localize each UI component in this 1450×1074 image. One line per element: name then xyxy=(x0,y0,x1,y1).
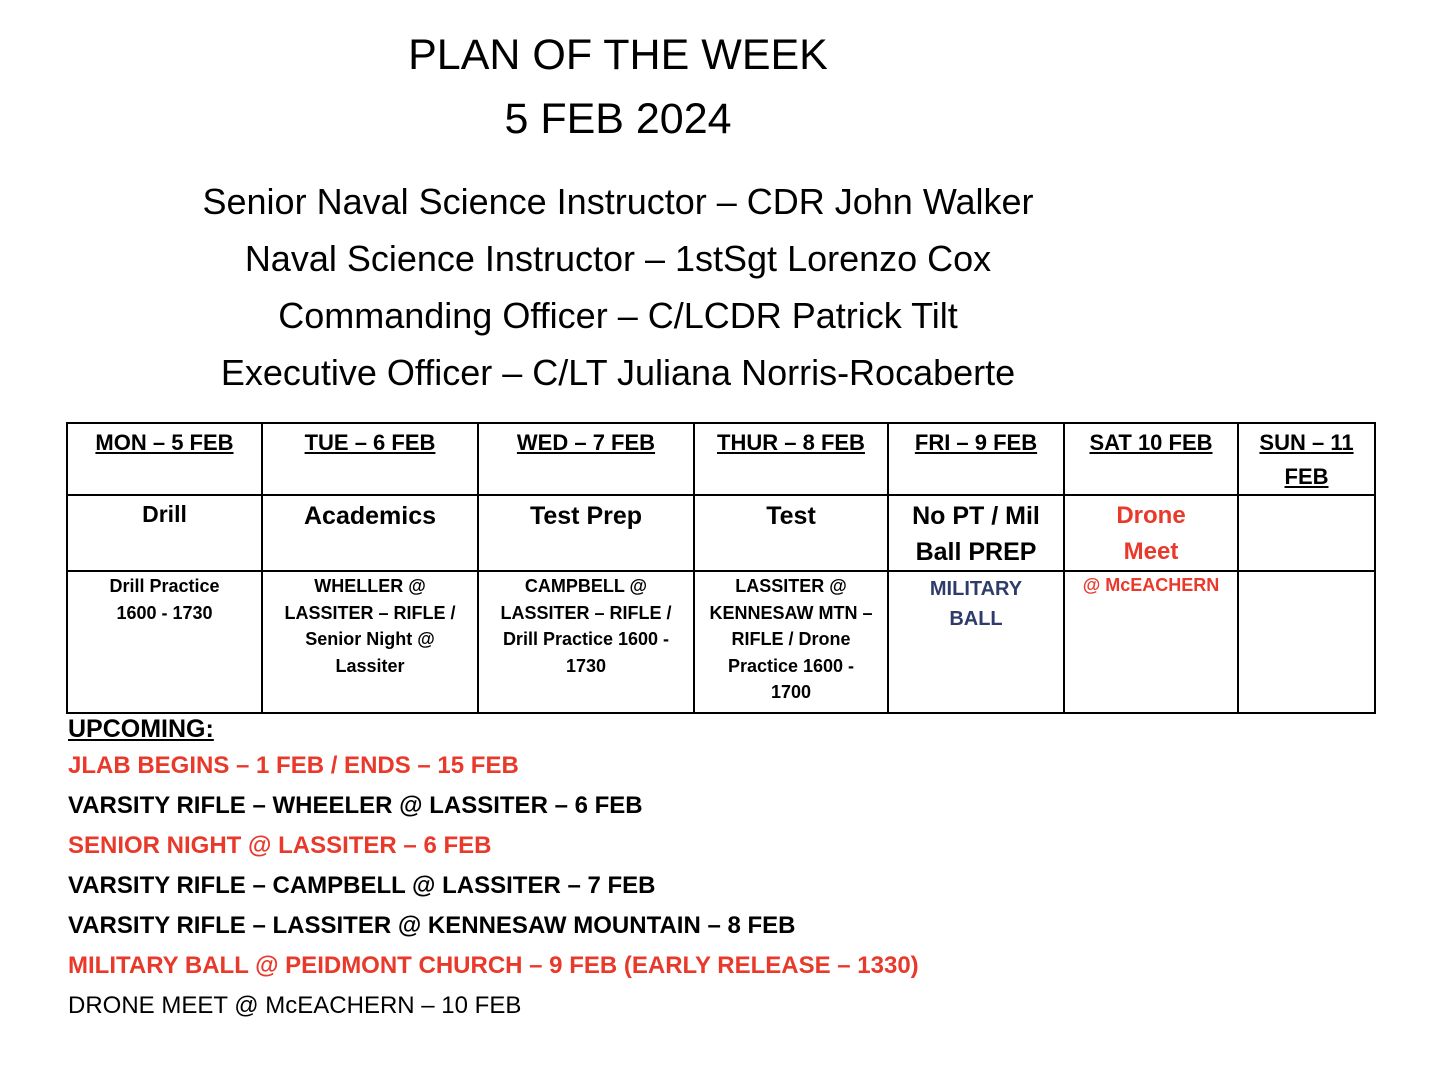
staff-line-snsi: Senior Naval Science Instructor – CDR John Walker xyxy=(202,181,1034,222)
activity-fri: No PT / Mil Ball PREP xyxy=(888,495,1064,571)
upcoming-item-rifle-campbell: VARSITY RIFLE – CAMPBELL @ LASSITER – 7 FEB xyxy=(68,872,656,899)
staff-line-nsi: Naval Science Instructor – 1stSgt Lorenzo Cox xyxy=(244,238,992,279)
activity-tue: Academics xyxy=(262,495,478,571)
detail-mon: Drill Practice 1600 - 1730 xyxy=(67,571,262,713)
detail-thu: LASSITER @ KENNESAW MTN – RIFLE / Drone Practice 1600 - 1700 xyxy=(694,571,888,713)
detail-wed: CAMPBELL @ LASSITER – RIFLE / Drill Practice 1600 - 1730 xyxy=(478,571,694,713)
activity-row xyxy=(67,495,1375,571)
upcoming-item-senior-night: SENIOR NIGHT @ LASSITER – 6 FEB xyxy=(68,832,492,859)
activity-mon: Drill xyxy=(67,495,262,571)
activity-thu: Test xyxy=(694,495,888,571)
day-header-sun: SUN – 11 FEB xyxy=(1238,423,1375,495)
page-date: 5 FEB 2024 xyxy=(504,95,732,143)
upcoming-item-jlab: JLAB BEGINS – 1 FEB / ENDS – 15 FEB xyxy=(68,752,519,779)
upcoming-item-rifle-kennesaw: VARSITY RIFLE – LASSITER @ KENNESAW MOUNTAIN – 8 FEB xyxy=(68,912,796,939)
day-header-sat: SAT 10 FEB xyxy=(1064,423,1238,495)
detail-tue: WHELLER @ LASSITER – RIFLE / Senior Night @ Lassiter xyxy=(262,571,478,713)
staff-line-xo: Executive Officer – C/LT Juliana Norris-Rocaberte xyxy=(220,352,1016,393)
day-header-fri: FRI – 9 FEB xyxy=(888,423,1064,495)
day-header-wed: WED – 7 FEB xyxy=(478,423,694,495)
upcoming-heading: UPCOMING: xyxy=(68,715,214,743)
day-header-row xyxy=(67,423,1375,495)
weekly-schedule-table xyxy=(66,422,1376,714)
detail-sat: @ McEACHERN xyxy=(1064,571,1238,713)
detail-row xyxy=(67,571,1375,713)
activity-sun xyxy=(1238,495,1375,571)
detail-fri: MILITARY BALL xyxy=(888,571,1064,713)
page-title: PLAN OF THE WEEK xyxy=(408,31,828,79)
upcoming-item-drone-meet: DRONE MEET @ McEACHERN – 10 FEB xyxy=(68,992,522,1019)
upcoming-section xyxy=(68,712,919,1026)
staff-line-co: Commanding Officer – C/LCDR Patrick Tilt xyxy=(278,295,958,336)
day-header-thu: THUR – 8 FEB xyxy=(694,423,888,495)
upcoming-item-military-ball: MILITARY BALL @ PEIDMONT CHURCH – 9 FEB (EARLY RELEASE – 1330) xyxy=(68,952,919,979)
activity-wed: Test Prep xyxy=(478,495,694,571)
day-header-tue: TUE – 6 FEB xyxy=(262,423,478,495)
activity-sat: Drone Meet xyxy=(1064,495,1238,571)
day-header-mon: MON – 5 FEB xyxy=(67,423,262,495)
upcoming-item-rifle-wheeler: VARSITY RIFLE – WHEELER @ LASSITER – 6 FEB xyxy=(68,792,643,819)
detail-sun xyxy=(1238,571,1375,713)
